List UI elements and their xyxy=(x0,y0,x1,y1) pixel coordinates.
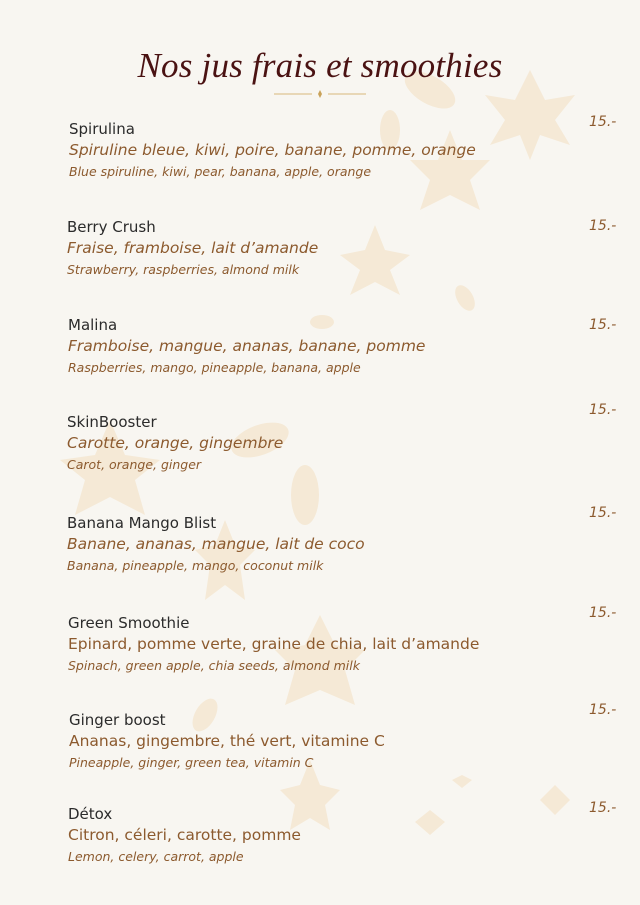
item-description-fr: Framboise, mangue, ananas, banane, pomme xyxy=(68,337,426,355)
item-description-fr: Spiruline bleue, kiwi, poire, banane, pomme, orange xyxy=(69,141,476,159)
item-name: Ginger boost xyxy=(69,711,166,729)
item-name: Green Smoothie xyxy=(68,614,190,632)
item-description-en: Spinach, green apple, chia seeds, almond milk xyxy=(68,658,360,673)
item-price: 15.- xyxy=(589,702,617,718)
item-description-fr: Banane, ananas, mangue, lait de coco xyxy=(67,535,365,553)
item-price: 15.- xyxy=(589,800,617,816)
leaf-icon xyxy=(540,785,570,815)
item-name: SkinBooster xyxy=(67,413,157,431)
item-description-en: Carot, orange, ginger xyxy=(67,457,202,472)
item-name: Berry Crush xyxy=(67,218,156,236)
leaf-icon xyxy=(451,282,479,314)
item-price: 15.- xyxy=(589,114,617,130)
item-name: Banana Mango Blist xyxy=(67,514,217,532)
item-price: 15.- xyxy=(589,317,617,333)
item-description-en: Pineapple, ginger, green tea, vitamin C xyxy=(69,755,314,770)
item-name: Détox xyxy=(68,805,113,823)
item-name: Spirulina xyxy=(69,120,135,138)
maple-leaf-icon xyxy=(340,225,410,295)
item-description-en: Raspberries, mango, pineapple, banana, apple xyxy=(68,360,361,375)
item-description-fr: Ananas, gingembre, thé vert, vitamine C xyxy=(69,732,385,750)
leaf-icon xyxy=(415,810,445,835)
item-description-fr: Fraise, framboise, lait d’amande xyxy=(67,239,319,257)
leaf-icon xyxy=(187,694,222,735)
title-divider-ornament xyxy=(274,90,366,98)
page-title: Nos jus frais et smoothies xyxy=(137,46,503,85)
item-price: 15.- xyxy=(589,605,617,621)
item-description-fr: Epinard, pomme verte, graine de chia, lait d’amande xyxy=(68,635,480,653)
item-price: 15.- xyxy=(589,402,617,418)
maple-leaf-icon xyxy=(280,760,340,830)
item-name: Malina xyxy=(68,316,118,334)
leaf-icon xyxy=(310,315,334,329)
item-description-en: Strawberry, raspberries, almond milk xyxy=(67,262,300,277)
item-description-fr: Carotte, orange, gingembre xyxy=(67,434,284,452)
item-description-en: Blue spiruline, kiwi, pear, banana, apple, orange xyxy=(69,164,372,179)
item-description-en: Lemon, celery, carrot, apple xyxy=(68,849,244,864)
item-price: 15.- xyxy=(589,218,617,234)
item-description-fr: Citron, céleri, carotte, pomme xyxy=(68,826,301,844)
leaf-icon xyxy=(291,465,319,525)
item-description-en: Banana, pineapple, mango, coconut milk xyxy=(67,558,324,573)
leaf-icon xyxy=(452,775,472,788)
item-price: 15.- xyxy=(589,505,617,521)
